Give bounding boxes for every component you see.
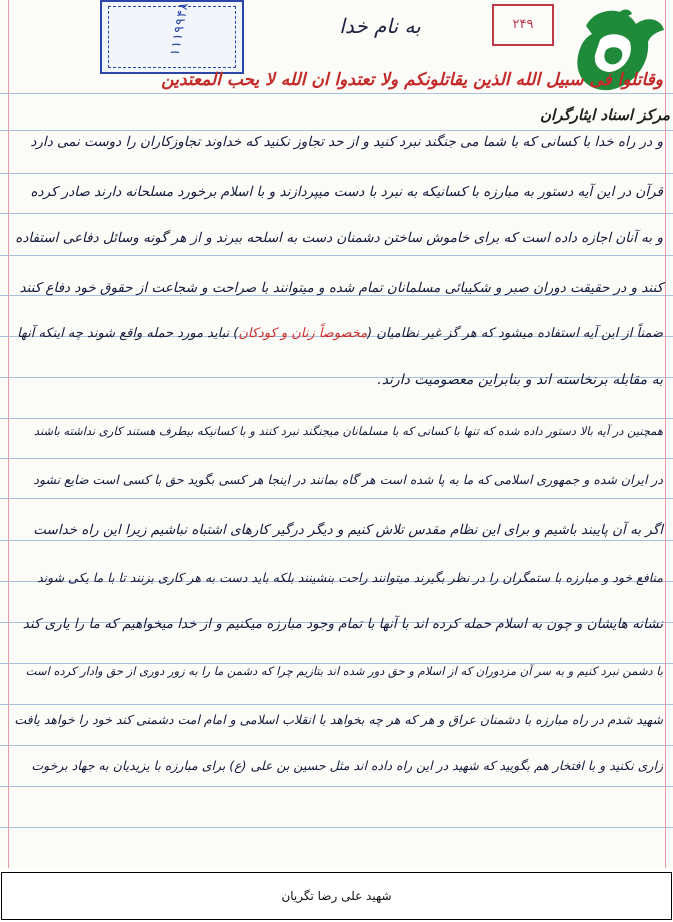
letter-line: زاری نکنید و با افتخار هم بگویید که شهید در این راه داده اند مثل حسین بن علی (ع) برای مبارزه با یزیدیان به جهاد برخوت (31, 758, 663, 773)
letter-line: و در راه خدا با کسانی که با شما می جنگند نبرد کنید و از حد تجاوز نکنید که خداوند تجاوزکاران را دوست نمی دارد (30, 134, 663, 150)
stamp-number: ۱۱۱۹۹۴۸ (167, 1, 192, 58)
letter-line: نشانه هایشان و چون به اسلام حمله کرده اند با آنها با تمام وجود مبارزه میکنیم و از خدا میخواهیم که ما را یاری کند (22, 616, 663, 632)
letter-line: قرآن در این آیه دستور به مبارزه با کسانیکه به نبرد با دست میپردازند و با اسلام برخورد مسلحانه دارند صادر کرده (30, 184, 663, 200)
quran-verse: وقاتلوا فی سبیل الله الذین یقاتلونکم ولا تعتدوا ان الله لا یحب المعتدین (161, 70, 663, 90)
line-text: ضمناً از این آیه استفاده میشود که هر گز غیر نظامیان (مخصوصاً زنان و کودکان) نباید مورد حمله واقع شوند چه اینکه آنها (17, 326, 663, 341)
letter-title: به نام خدا (339, 14, 421, 38)
letter-line: به مقابله برنخاسته اند و بنابراین معصومیت دارند. (377, 372, 663, 388)
letter-line: شهید شدم در راه مبارزه با دشمنان عراق و هر که هر چه بخواهد با انقلاب اسلامی و امام امت دشمنی کند خود را خواهد یافت (14, 712, 663, 727)
letter-line (17, 326, 663, 341)
caption-box (1, 872, 672, 920)
letter-line: منافع خود و مبارزه با ستمگران را در نظر بگیرند میتوانند راحت بنشینند بلکه باید دست به هر کاری بزنند تا با ما یکی شوند (37, 570, 663, 585)
letter-line: همچنین در آیه بالا دستور داده شده که تنها با کسانی که با مسلمانان میجنگند نبرد کنند و با کسانیکه بیطرف هستند کاری نداشته باشند (33, 424, 663, 438)
image-caption: شهید علی رضا تگریان (281, 889, 392, 903)
archive-stamp (100, 0, 244, 74)
letter-line: کنند و در حقیقت دوران صبر و شکیبائی مسلمانان تمام شده و میتوانند با صراحت و شجاعت از حقوق خود دفاع کنند (19, 280, 663, 296)
letter-line: در ایران شده و جمهوری اسلامی که ما به پا شده است هر گاه بمانند در اینجا هر کسی بگوید حق با کسی است ضایع نشود (33, 472, 663, 487)
highlighted-phrase: مخصوصاً زنان و کودکان (238, 326, 368, 341)
red-stamp: ۲۴۹ (492, 4, 554, 46)
letter-line: با دشمن نبرد کنیم و به سر آن مزدوران که از اسلام و حق دور شده اند بتازیم چرا که دشمن ما را به زور دوری از حق وادار کرده است (25, 664, 663, 678)
letter-line: اگر به آن پایبند باشیم و برای این نظام مقدس تلاش کنیم و دیگر درگیر کارهای اشتباه نباشیم زیرا این راه خداست (33, 522, 663, 538)
logo-caption: مرکز اسناد ایثارگران (540, 106, 670, 124)
letter-line: و به آنان اجازه داده است که برای خاموش ساختن دشمنان دست به اسلحه ببرند و از هر گونه وسائل دفاعی استفاده (15, 230, 663, 246)
